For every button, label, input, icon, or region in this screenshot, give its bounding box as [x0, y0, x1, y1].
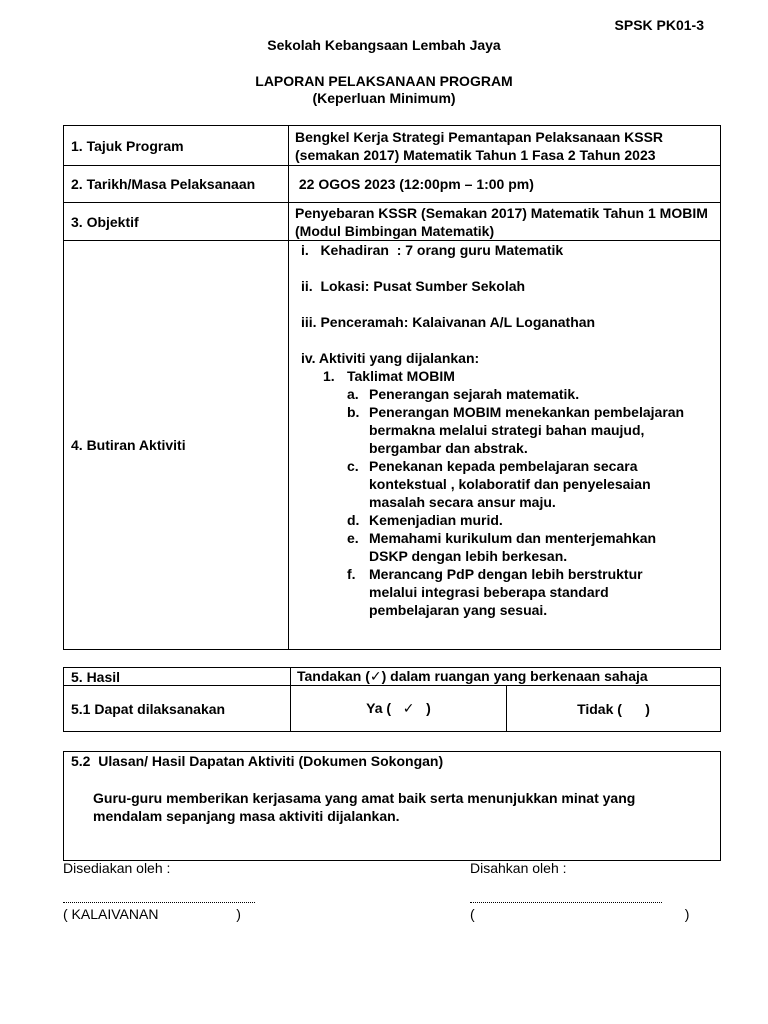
item-text: Penekanan kepada pembelajaran secara kontekstual , kolaboratif dan penyelesaian masalah secara ansur maju.: [369, 458, 651, 510]
list-item: [301, 385, 720, 403]
activity-details: [289, 241, 721, 650]
table-row: [64, 686, 721, 732]
item-letter: e.: [347, 530, 359, 546]
review-title: 5.2 Ulasan/ Hasil Dapatan Aktiviti (Dokumen Sokongan): [71, 753, 444, 769]
prepared-by-label: Disediakan oleh :: [63, 860, 171, 876]
row-value-objective: Penyebaran KSSR (Semakan 2017) Matematik Tahun 1 MOBIM (Modul Bimbingan Matematik): [289, 203, 721, 241]
activities-heading: iv. Aktiviti yang dijalankan:: [301, 350, 480, 366]
attendance-text: i. Kehadiran : 7 orang guru Matematik: [301, 242, 564, 258]
no-checkbox[interactable]: Tidak ( ): [507, 686, 721, 732]
result-row-label: 5.1 Dapat dilaksanakan: [64, 686, 291, 732]
item-letter: a.: [347, 386, 359, 402]
table-row: [64, 203, 721, 241]
item-text: Kemenjadian murid.: [369, 512, 503, 528]
list-item: [301, 565, 720, 619]
row-label-date: 2. Tarikh/Masa Pelaksanaan: [64, 166, 289, 203]
item-letter: f.: [347, 566, 356, 582]
report-title-block: [0, 73, 768, 107]
item-text: Memahami kurikulum dan menterjemahkan DSKP dengan lebih berkesan.: [369, 530, 657, 564]
sub-number: 1.: [323, 368, 335, 384]
sub-title: Taklimat MOBIM: [347, 368, 455, 384]
table-row: [64, 126, 721, 166]
result-label: 5. Hasil: [64, 668, 291, 686]
row-value-title: Bengkel Kerja Strategi Pemantapan Pelaksanaan KSSR (semakan 2017) Matematik Tahun 1 Fasa 2 Tahun 2023: [289, 126, 721, 166]
yes-checkbox[interactable]: Ya ( ✓ ): [291, 686, 507, 732]
item-text: Merancang PdP dengan lebih berstruktur melalui integrasi beberapa standard pembelajaran yang sesuai.: [369, 566, 643, 618]
approved-by-name: ( ): [470, 906, 690, 922]
table-row: [64, 241, 721, 650]
review-box: [63, 751, 721, 861]
report-subtitle: (Keperluan Minimum): [312, 90, 456, 106]
result-table: [63, 667, 721, 732]
item-text: Penerangan MOBIM menekankan pembelajaran bermakna melalui strategi bahan maujud, bergambar dan abstrak.: [369, 404, 685, 456]
approved-signature-line: [470, 902, 662, 903]
table-row: [64, 166, 721, 203]
form-code: SPSK PK01-3: [614, 17, 704, 33]
table-row: [64, 668, 721, 686]
item-text: Penerangan sejarah matematik.: [369, 386, 580, 402]
row-value-date: 22 OGOS 2023 (12:00pm – 1:00 pm): [289, 166, 721, 203]
details-block: [295, 241, 720, 619]
item-letter: b.: [347, 404, 360, 420]
approved-by-label: Disahkan oleh :: [470, 860, 567, 876]
result-instruction: Tandakan (✓) dalam ruangan yang berkenaan sahaja: [291, 668, 721, 686]
list-item: [301, 529, 720, 565]
report-title: LAPORAN PELAKSANAAN PROGRAM: [255, 73, 513, 89]
program-table: [63, 125, 721, 650]
review-text: Guru-guru memberikan kerjasama yang amat baik serta menunjukkan minat yang mendalam sepanjang masa aktiviti dijalankan.: [93, 790, 636, 824]
list-item: [301, 457, 720, 511]
location-text: ii. Lokasi: Pusat Sumber Sekolah: [301, 278, 526, 294]
speaker-text: iii. Penceramah: Kalaivanan A/L Loganathan: [301, 314, 596, 330]
activity-subheading: [301, 367, 720, 385]
row-label-title: 1. Tajuk Program: [64, 126, 289, 166]
item-letter: d.: [347, 512, 360, 528]
prepared-signature-line: [63, 902, 255, 903]
list-item: [301, 511, 720, 529]
item-letter: c.: [347, 458, 359, 474]
school-name: Sekolah Kebangsaan Lembah Jaya: [267, 37, 501, 53]
row-label-activity: 4. Butiran Aktiviti: [64, 241, 289, 650]
prepared-by-name: ( KALAIVANAN ): [63, 906, 241, 922]
row-label-objective: 3. Objektif: [64, 203, 289, 241]
list-item: [301, 403, 720, 457]
